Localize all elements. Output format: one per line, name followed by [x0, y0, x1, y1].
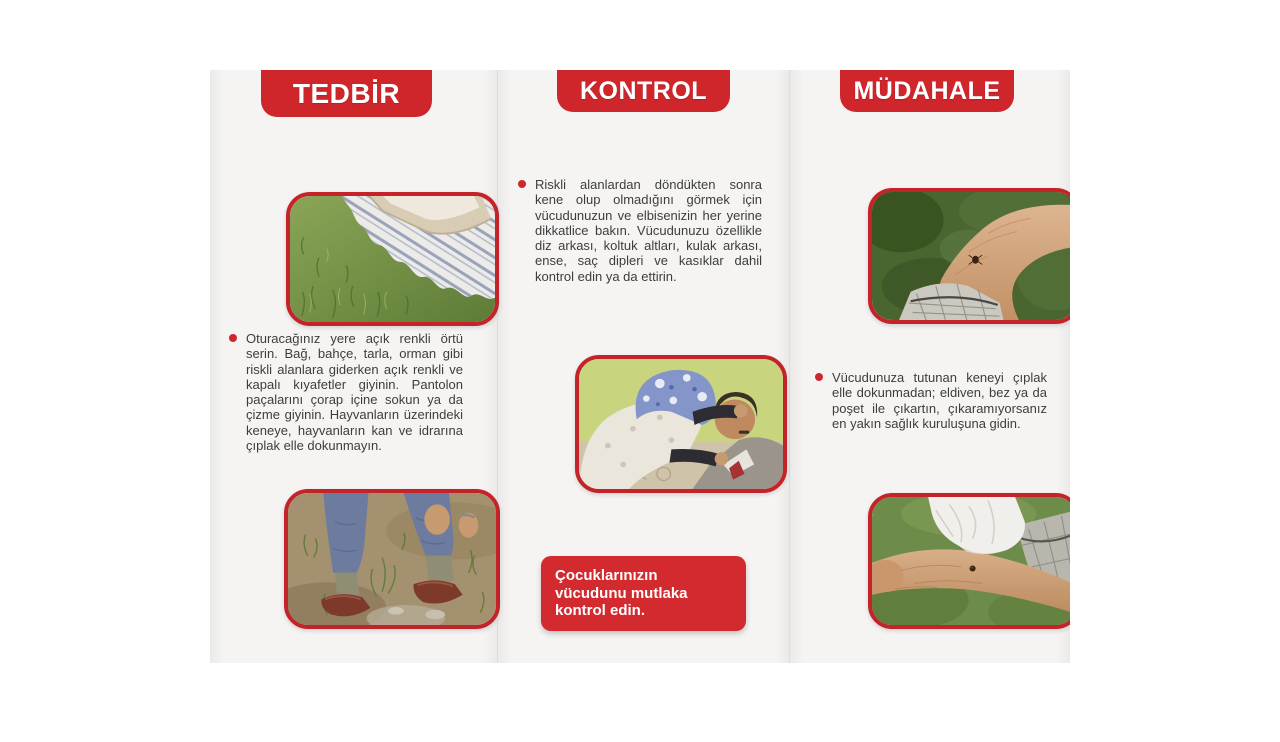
panel-kontrol-header: KONTROL	[557, 70, 730, 112]
tedbir-bullet-item	[229, 331, 463, 453]
bullet-icon	[518, 180, 526, 188]
panel-kontrol	[498, 70, 790, 663]
mudahale-bullet-text: Vücudunuza tutunan keneyi çıplak elle dokunmadan; eldiven, bez ya da poşet ile çıkartın, çıkaramıyorsanız en yakın sağlık kuruluşuna gidin.	[832, 370, 1047, 431]
panel-tedbir	[210, 70, 498, 663]
kontrol-bullet-text: Riskli alanlardan döndükten sonra kene olup olmadığını görmek için vücudunuzun ve elbisenizin her yerine dikkatlice bakın. Vücudunuzu özellikle diz arkası, koltuk altları, kulak arkası, ense, saç dipleri ve kasıklar dahil kontrol edin ya da ettirin.	[535, 177, 762, 284]
panel-tedbir-header: TEDBİR	[261, 70, 432, 117]
light-cover-on-grass-photo	[286, 192, 499, 326]
bullet-icon	[815, 373, 823, 381]
mudahale-bullet-item	[815, 370, 1047, 431]
tick-on-arm-photo	[868, 188, 1070, 324]
panel-mudahale-header: MÜDAHALE	[840, 70, 1014, 112]
light-cover-on-grass-illustration	[290, 196, 495, 322]
panel-mudahale	[790, 70, 1070, 663]
tick-removal-illustration	[872, 497, 1070, 625]
tedbir-bullet-text: Oturacağınız yere açık renkli örtü serin. Bağ, bahçe, tarla, orman gibi riskli alanlara giderken açık renkli ve kapalı kıyafetler giyinin. Pantolon paçalarını çorap içine sokun ya da çizme giyinin. Hayvanların üzerindeki keneye, hayvanların kan ve idrarına çıplak elle dokunmayın.	[246, 331, 463, 454]
tick-on-arm-illustration	[872, 192, 1070, 320]
neck-tick-check-illustration	[579, 359, 783, 489]
kontrol-bullet-item	[518, 177, 762, 284]
brochure-page	[210, 70, 1070, 663]
trousers-tucked-into-socks-photo	[284, 489, 500, 629]
tick-removal-with-bag-photo	[868, 493, 1070, 629]
neck-tick-check-photo	[575, 355, 787, 493]
bullet-icon	[229, 334, 237, 342]
trousers-tucked-illustration	[288, 493, 496, 625]
children-check-callout: Çocuklarınızın vücudunu mutlaka kontrol edin.	[541, 556, 746, 631]
